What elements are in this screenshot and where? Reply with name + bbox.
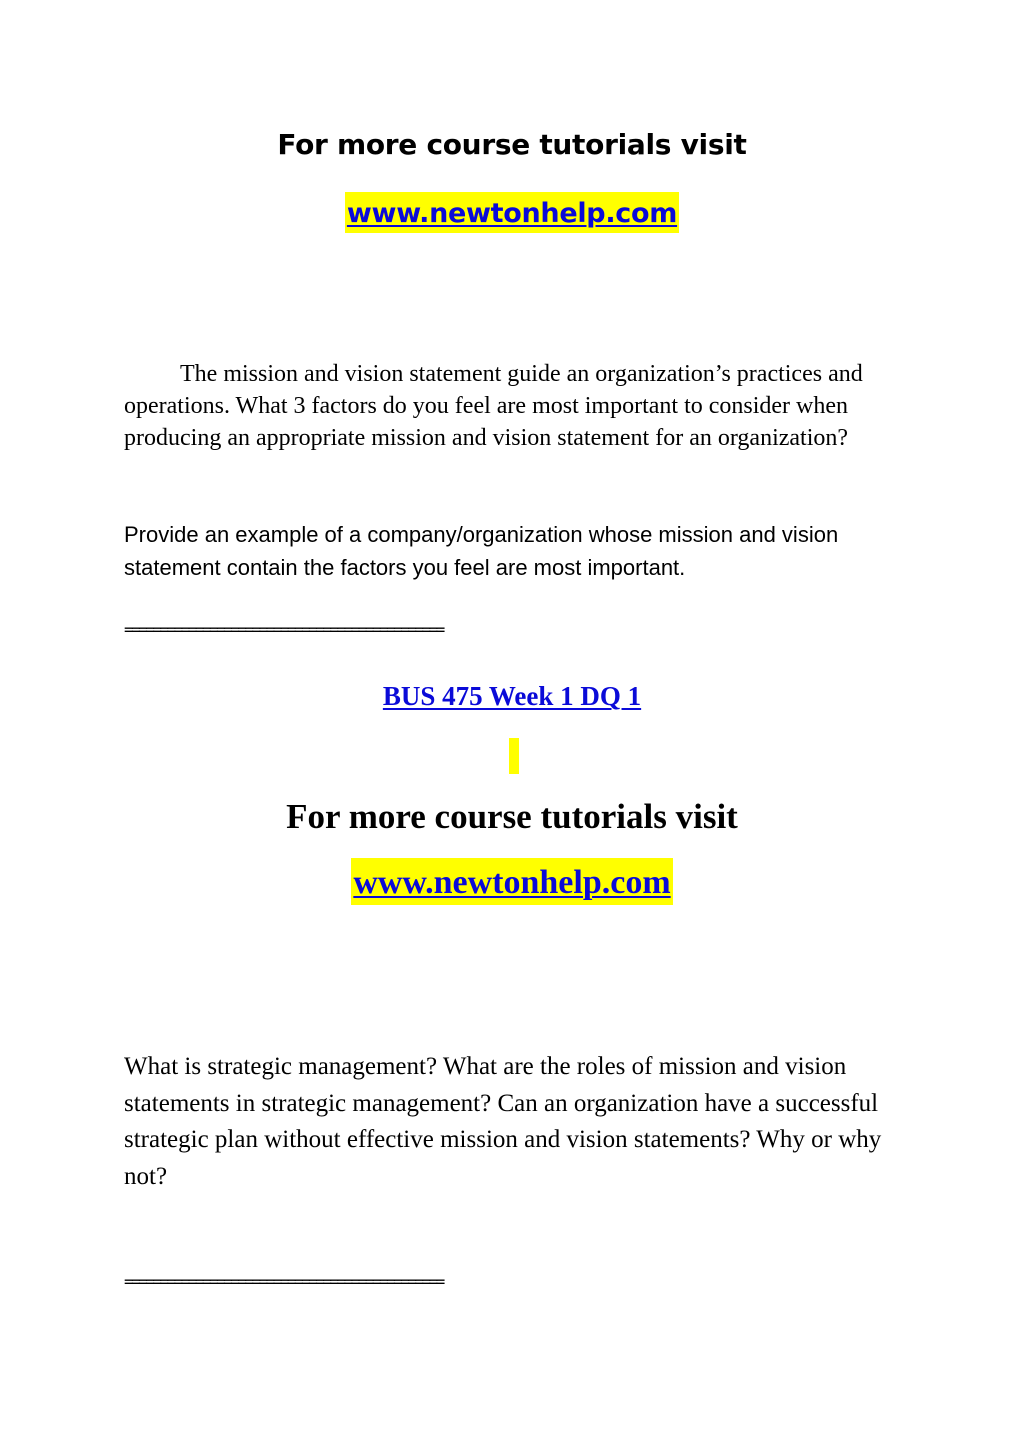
highlight-middle — [351, 858, 672, 905]
newtonhelp-link-middle[interactable]: www.newtonhelp.com — [353, 864, 671, 901]
promo-link-wrapper-middle — [0, 864, 1024, 902]
promo-heading-middle: For more course tutorials visit — [286, 797, 738, 836]
course-link-bus475-week1-dq1[interactable]: BUS 475 Week 1 DQ 1 — [382, 681, 642, 711]
promo-link-wrapper-top — [0, 198, 1024, 229]
question-2-paragraph: What is strategic management? What are the roles of mission and vision statements in strategic management? Can an organization have a successful strategic plan without effective mission and vision statements? Why or why not? — [124, 1053, 882, 1190]
question-1-paragraph-2: Provide an example of a company/organization whose mission and vision statement contain the factors you feel are most important. — [124, 522, 839, 580]
divider-2: ============================================= — [124, 1272, 443, 1291]
divider-1: ============================================= — [124, 620, 443, 639]
promo-heading-top: For more course tutorials visit — [277, 128, 747, 161]
course-link-wrapper — [0, 681, 1024, 712]
newtonhelp-link-top[interactable]: www.newtonhelp.com — [346, 198, 678, 229]
highlight-top — [345, 192, 679, 233]
yellow-highlight-mark — [509, 738, 519, 774]
question-1-paragraph-1: The mission and vision statement guide an organization’s practices and operations. What 3 factors do you feel are most important to consider when producing an appropriate mission and vision statement for an organization? — [124, 361, 863, 451]
